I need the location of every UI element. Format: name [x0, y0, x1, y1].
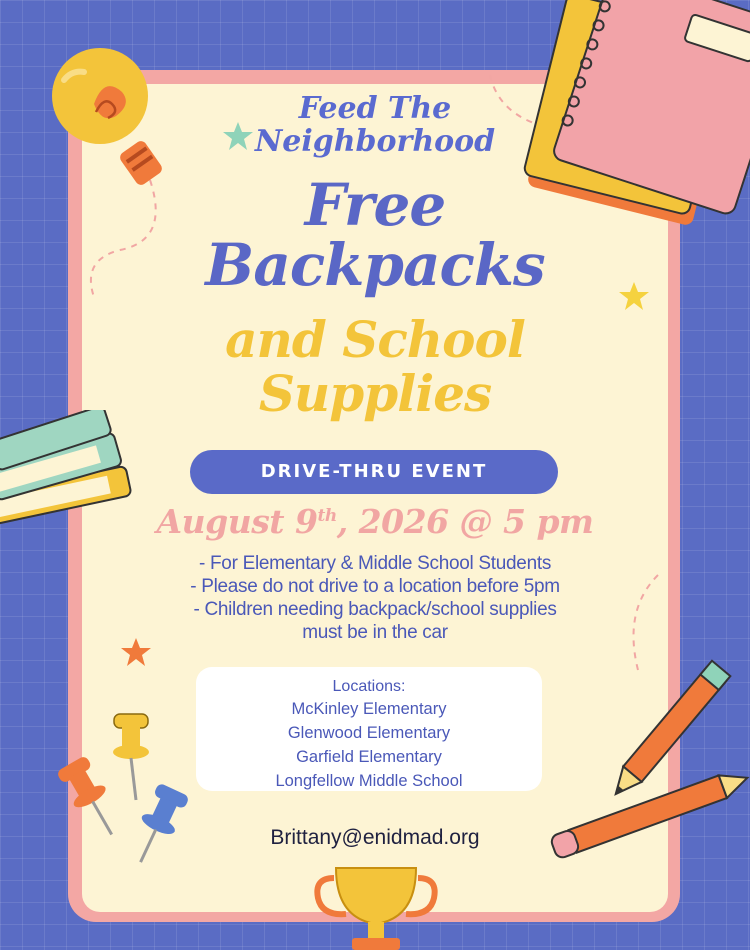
- event-date-ordinal: th: [317, 506, 337, 526]
- headline-line-2: Backpacks: [205, 231, 545, 299]
- location-item: Glenwood Elementary: [287, 724, 451, 742]
- note-item: - Children needing backpack/school supplies: [193, 599, 557, 620]
- event-date-time: , 2026 @ 5 pm: [336, 502, 594, 541]
- note-item: must be in the car: [302, 622, 448, 643]
- contact-email[interactable]: Brittany@enidmad.org: [270, 826, 480, 849]
- event-notes: [75, 552, 675, 644]
- event-type-badge: DRIVE-THRU EVENT: [190, 450, 558, 494]
- event-date-day: August 9: [156, 502, 318, 541]
- headline-line-4: Supplies: [258, 364, 492, 423]
- note-item: - For Elementary & Middle School Students: [198, 553, 552, 574]
- locations-box: [196, 667, 542, 791]
- headline-primary: [75, 171, 675, 299]
- trophy-icon: [312, 858, 440, 950]
- event-date: [75, 502, 675, 541]
- locations-title: Locations:: [332, 678, 406, 695]
- organization-line-2: Neighborhood: [254, 124, 496, 159]
- organization-name: [75, 92, 675, 158]
- organization-line-1: Feed The: [298, 91, 452, 126]
- headline-secondary: [75, 310, 675, 423]
- location-item: Garfield Elementary: [296, 748, 442, 766]
- headline-line-3: and School: [225, 310, 525, 369]
- note-item: - Please do not drive to a location before 5pm: [190, 576, 560, 597]
- location-item: McKinley Elementary: [291, 700, 447, 718]
- location-item: Longfellow Middle School: [275, 772, 463, 790]
- pencil-icon: [548, 760, 750, 870]
- headline-line-1: Free: [304, 171, 446, 239]
